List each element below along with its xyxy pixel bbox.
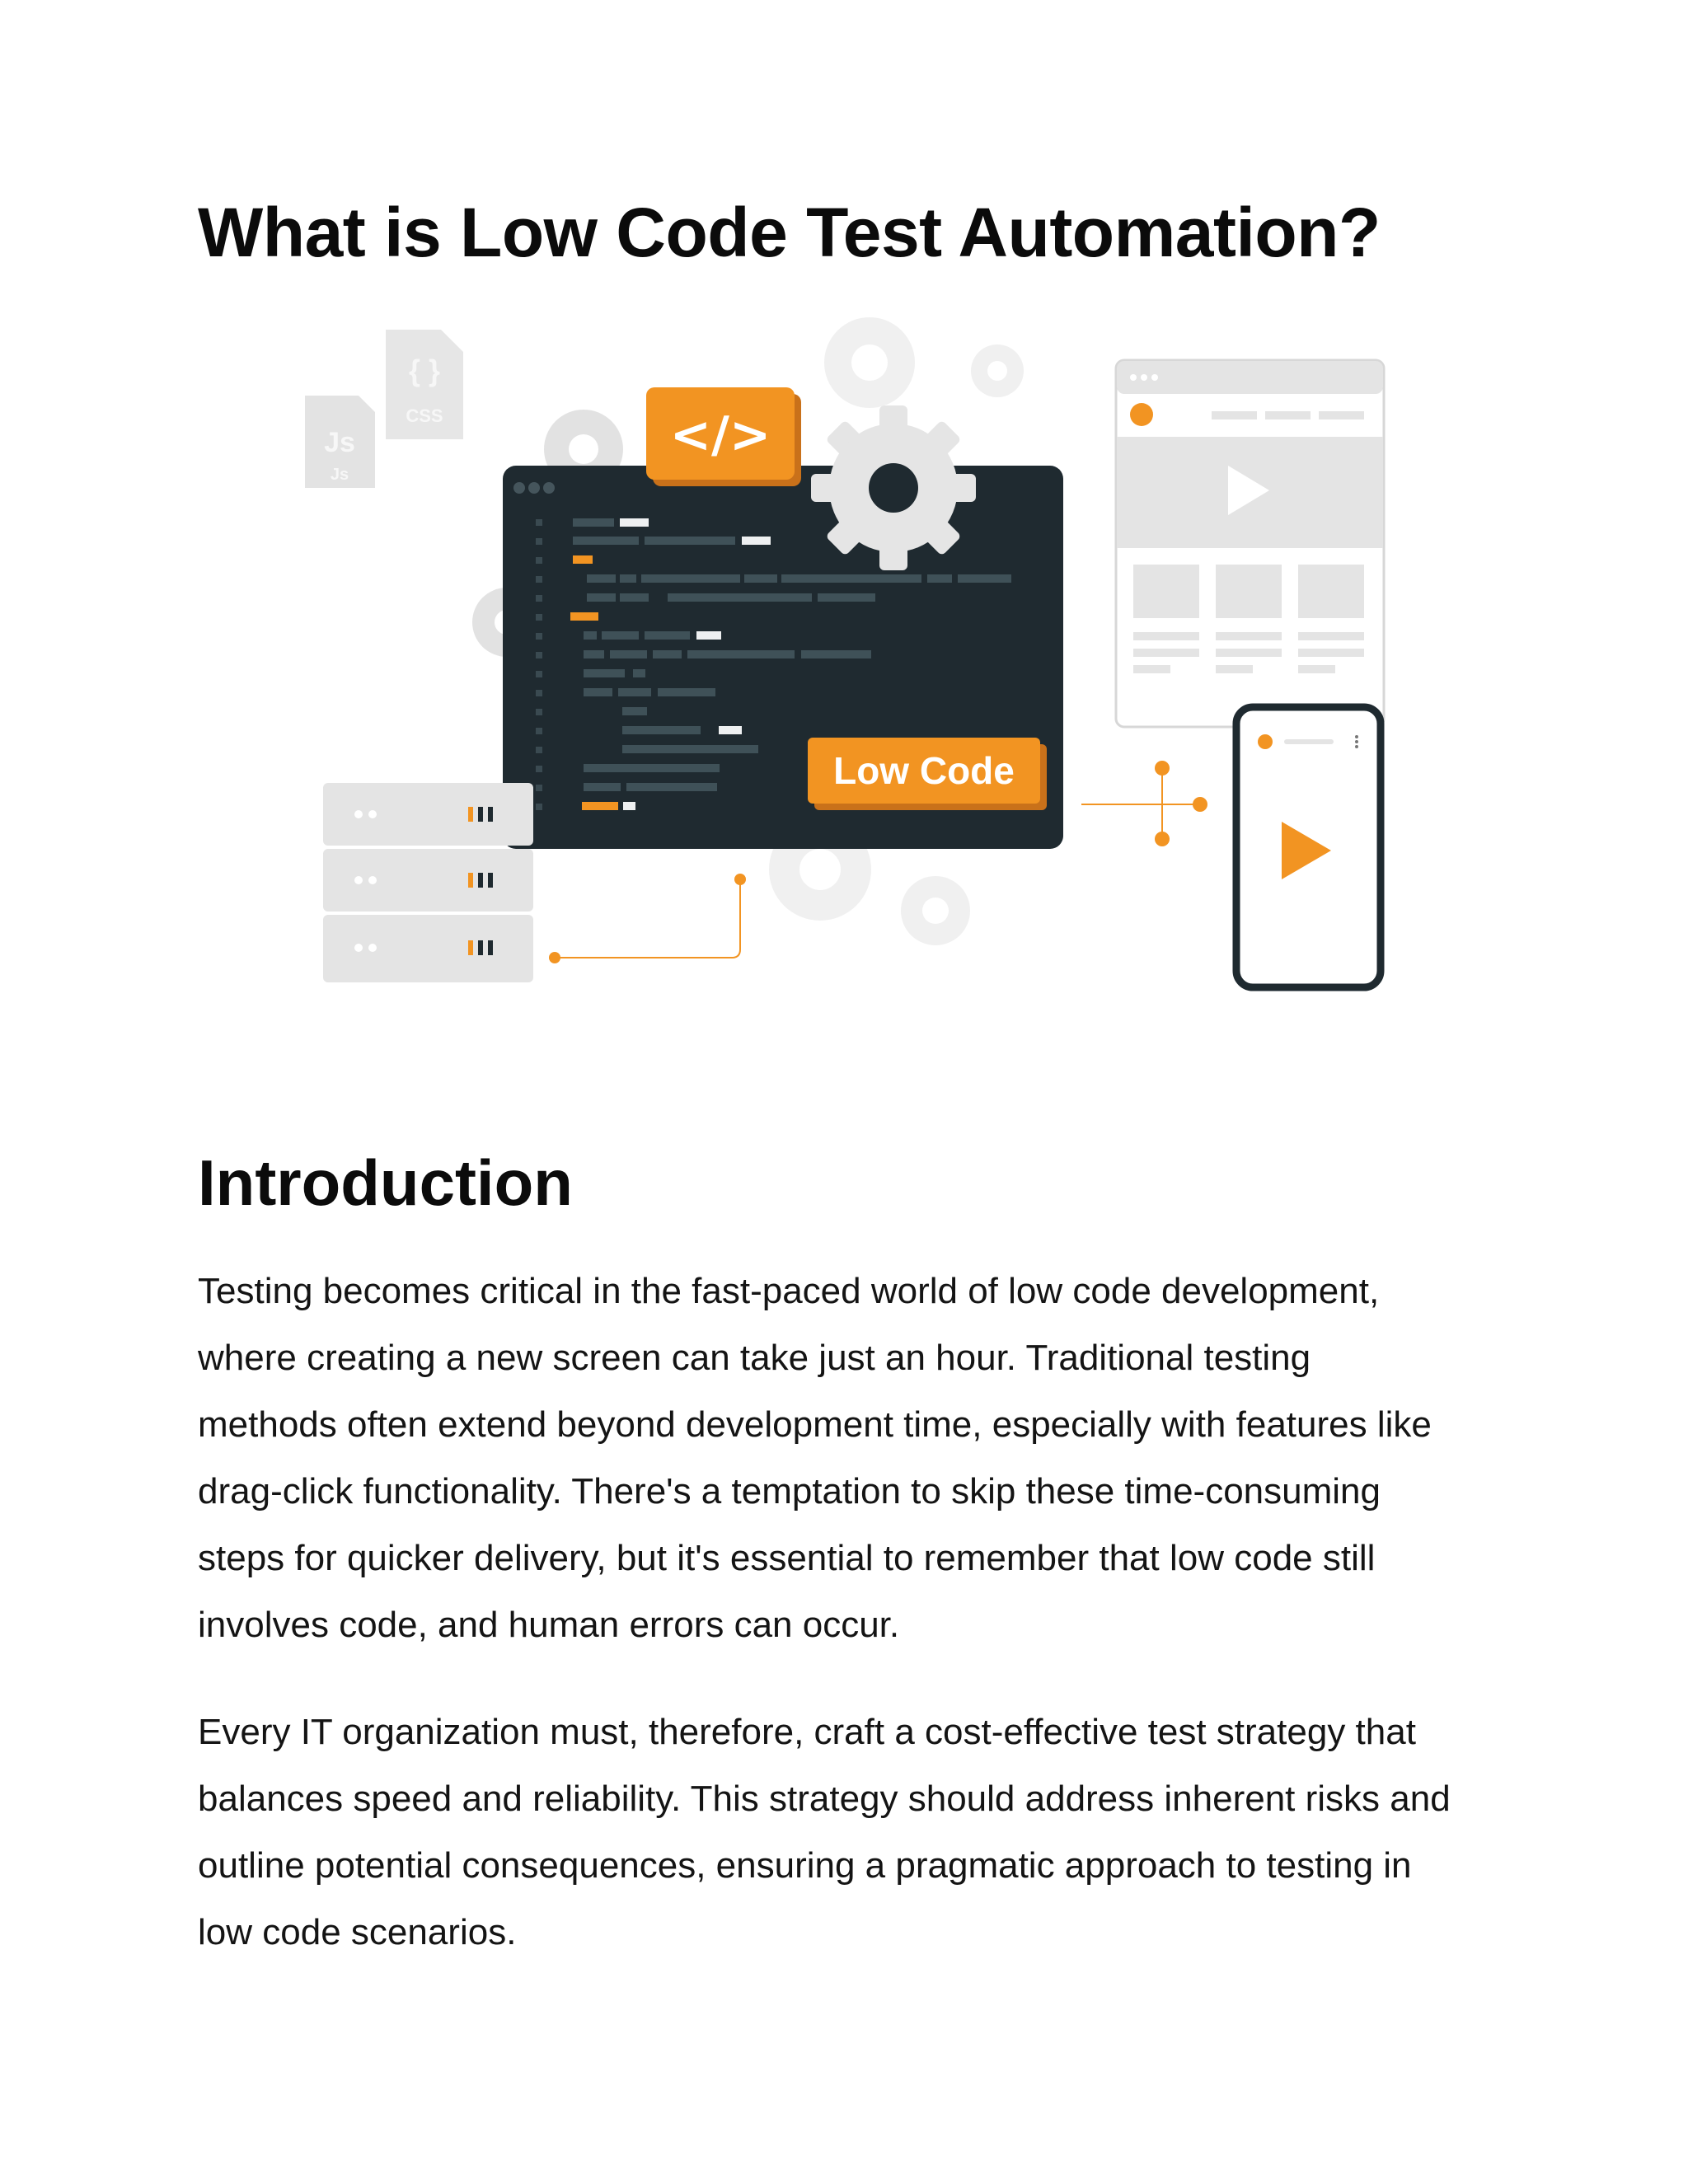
large-gear-icon — [811, 405, 976, 570]
paragraph-line: balances speed and reliability. This strategy should address inherent risks and — [198, 1779, 1451, 1819]
js-file-label: Js — [324, 427, 355, 458]
paragraph-line: outline potential consequences, ensuring a pragmatic approach to testing in — [198, 1845, 1412, 1886]
intro-paragraph-1 — [198, 1258, 1517, 1658]
code-tag-badge — [646, 387, 801, 486]
intro-paragraph-2 — [198, 1699, 1517, 1966]
js-file-icon — [305, 396, 375, 488]
section-heading: Introduction — [198, 1146, 573, 1219]
paragraph-line: involves code, and human errors can occur. — [198, 1605, 900, 1645]
low-code-illustration — [280, 305, 1418, 1014]
css-file-braces: { } — [408, 354, 441, 387]
low-code-label: Low Code — [833, 749, 1015, 792]
server-stack-icon — [323, 783, 533, 982]
paragraph-line: low code scenarios. — [198, 1912, 517, 1952]
css-file-icon — [386, 330, 463, 439]
low-code-badge — [808, 738, 1047, 810]
paragraph-line: Every IT organization must, therefore, craft a cost-effective test strategy that — [198, 1712, 1416, 1752]
paragraph-line: methods often extend beyond development time, especially with features like — [198, 1404, 1432, 1445]
page-title: What is Low Code Test Automation? — [198, 194, 1381, 271]
mobile-phone-icon — [1236, 707, 1381, 987]
paragraph-line: drag-click functionality. There's a temptation to skip these time-consuming — [198, 1471, 1381, 1511]
paragraph-line: steps for quicker delivery, but it's essential to remember that low code still — [198, 1538, 1376, 1578]
browser-window-icon — [1116, 360, 1384, 727]
css-file-label: CSS — [406, 405, 443, 426]
paragraph-line: where creating a new screen can take just an hour. Traditional testing — [198, 1338, 1311, 1378]
paragraph-line: Testing becomes critical in the fast-paced world of low code development, — [198, 1271, 1380, 1311]
code-tag-icon: </> — [669, 406, 771, 464]
js-file-sublabel: Js — [330, 466, 349, 484]
